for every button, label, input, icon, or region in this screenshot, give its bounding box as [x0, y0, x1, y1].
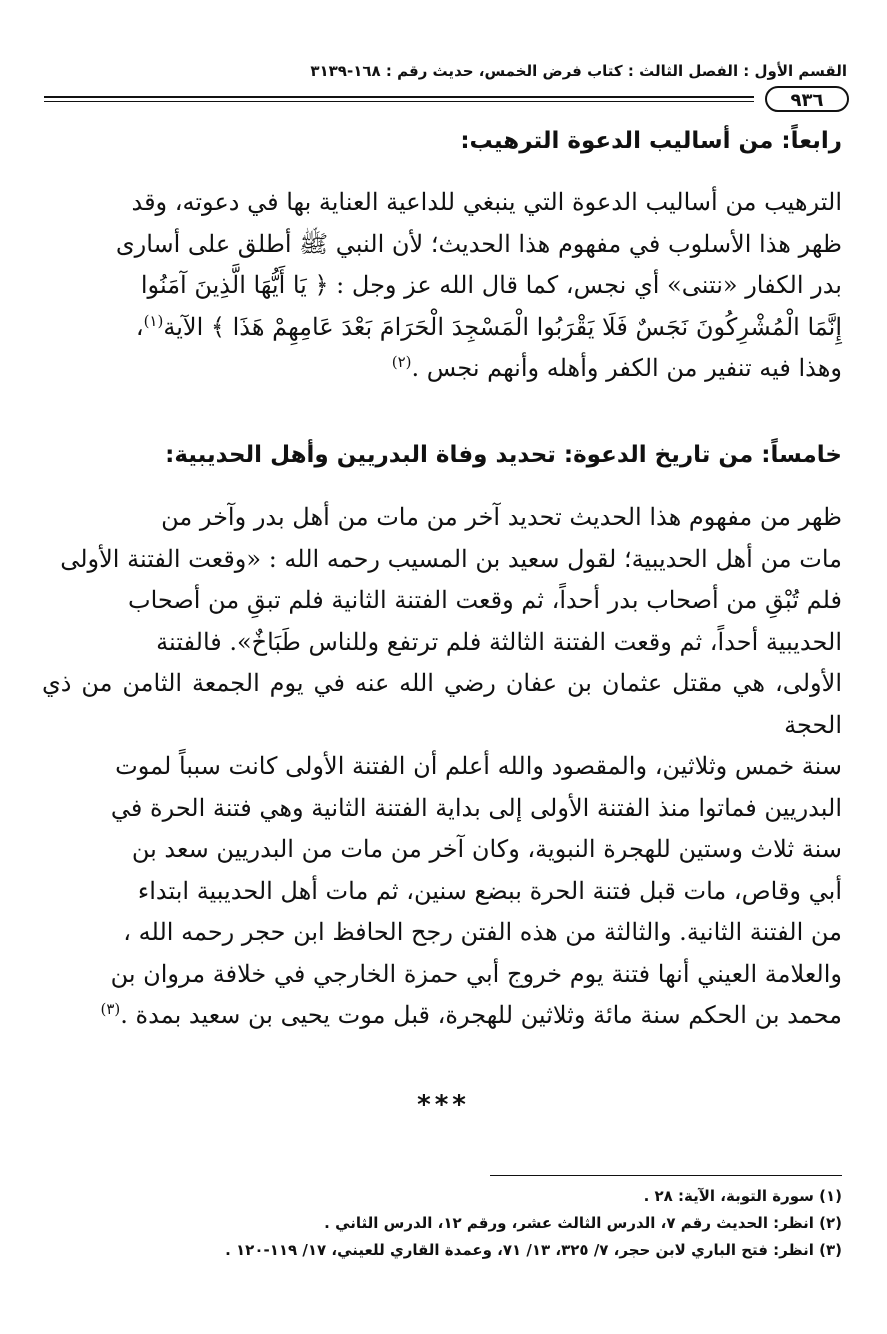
footnote-2: (٢) انظر: الحديث رقم ٧، الدرس الثالث عشر، ورقم ١٢، الدرس الثاني .: [324, 1214, 842, 1232]
text-line: ظهر هذا الأسلوب في مفهوم هذا الحديث؛ لأن النبي ﷺ أطلق على أسارى: [115, 229, 842, 258]
line-punct: ،: [135, 312, 144, 341]
text-line: الأولى، هي مقتل عثمان بن عفان رضي الله عنه في يوم الجمعة الثامن من ذي الحجة: [42, 669, 842, 739]
text-line: مات من أهل الحديبية؛ لقول سعيد بن المسيب رحمه الله : «وقعت الفتنة الأولى: [60, 544, 842, 573]
text-line: البدريين فماتوا منذ الفتنة الأولى إلى بداية الفتنة الثانية وهي فتنة الحرة في: [110, 793, 842, 822]
page-number: ٩٣٦: [765, 86, 849, 112]
text-line: بدر الكفار «نتنى» أي نجس، كما قال الله عز وجل : ﴿ يَا أَيُّهَا الَّذِينَ آمَنُوا: [140, 271, 842, 299]
text-line: فلم تُبْقِ من أصحاب بدر أحداً، ثم وقعت الفتنة الثانية فلم تبقِ من أصحاب: [127, 586, 842, 614]
text-line: [42, 348, 842, 390]
text-line: الحديبية أحداً، ثم وقعت الفتنة الثالثة فلم ترتفع وللناس طَبَاخٌ». فالفتنة: [156, 627, 842, 656]
running-header: القسم الأول : الفصل الثالث : كتاب فرض الخمس، حديث رقم : ١٦٨-٣١٣٩: [310, 62, 847, 80]
header-rule: [44, 96, 754, 102]
line-text: وهذا فيه تنفير من الكفر وأهله وأنهم نجس .: [411, 354, 842, 382]
footnote-rule: [490, 1175, 842, 1176]
text-line: [42, 995, 842, 1037]
text-line: الترهيب من أساليب الدعوة التي ينبغي للداعية العناية بها في دعوته، وقد: [131, 188, 842, 216]
paragraph-history: [42, 497, 842, 1037]
text-line: ظهر من مفهوم هذا الحديث تحديد آخر من مات من أهل بدر وآخر من: [161, 503, 842, 531]
text-line: سنة ثلاث وستين للهجرة النبوية، وكان آخر من مات من البدريين سعد بن: [131, 835, 842, 863]
text-line: من الفتنة الثانية. والثالثة من هذه الفتن رجح الحافظ ابن حجر رحمه الله ،: [123, 918, 842, 946]
paragraph-targheeb: [42, 182, 842, 390]
footnote-3: (٣) انظر: فتح الباري لابن حجر، ٧/ ٣٢٥، ١٣/ ٧١، وعمدة القاري للعيني، ١٧/ ١١٩-١٢٠ .: [225, 1241, 842, 1259]
text-line: والعلامة العيني أنها فتنة يوم خروج أبي حمزة الخارجي في خلافة مروان بن: [110, 959, 842, 988]
footnote-ref-3[interactable]: (٣): [100, 1000, 121, 1018]
line-text: محمد بن الحكم سنة مائة وثلاثين للهجرة، قبل موت يحيى بن سعيد بمدة .: [120, 1001, 842, 1029]
footnote-ref-1[interactable]: (١): [143, 311, 164, 330]
footnote-ref-2[interactable]: (٢): [391, 353, 412, 371]
text-line: [42, 307, 842, 349]
verse-text: إِنَّمَا الْمُشْرِكُونَ نَجَسٌ فَلَا يَقْرَبُوا الْمَسْجِدَ الْحَرَامَ بَعْدَ عَامِهِمْ هَذَا ﴾ الآية: [163, 312, 842, 341]
footnotes: [42, 1183, 842, 1264]
section-separator: ***: [417, 1090, 470, 1120]
section-heading-targheeb: رابعاً: من أساليب الدعوة الترهيب:: [460, 128, 842, 154]
section-heading-history: خامساً: من تاريخ الدعوة: تحديد وفاة البدريين وأهل الحديبية:: [165, 442, 842, 468]
text-line: سنة خمس وثلاثين، والمقصود والله أعلم أن الفتنة الأولى كانت سبباً لموت: [115, 752, 842, 780]
text-line: أبي وقاص، مات قبل فتنة الحرة ببضع سنين، ثم مات أهل الحديبية ابتداء: [137, 876, 842, 905]
footnote-1: (١) سورة التوبة، الآية: ٢٨ .: [643, 1187, 842, 1205]
